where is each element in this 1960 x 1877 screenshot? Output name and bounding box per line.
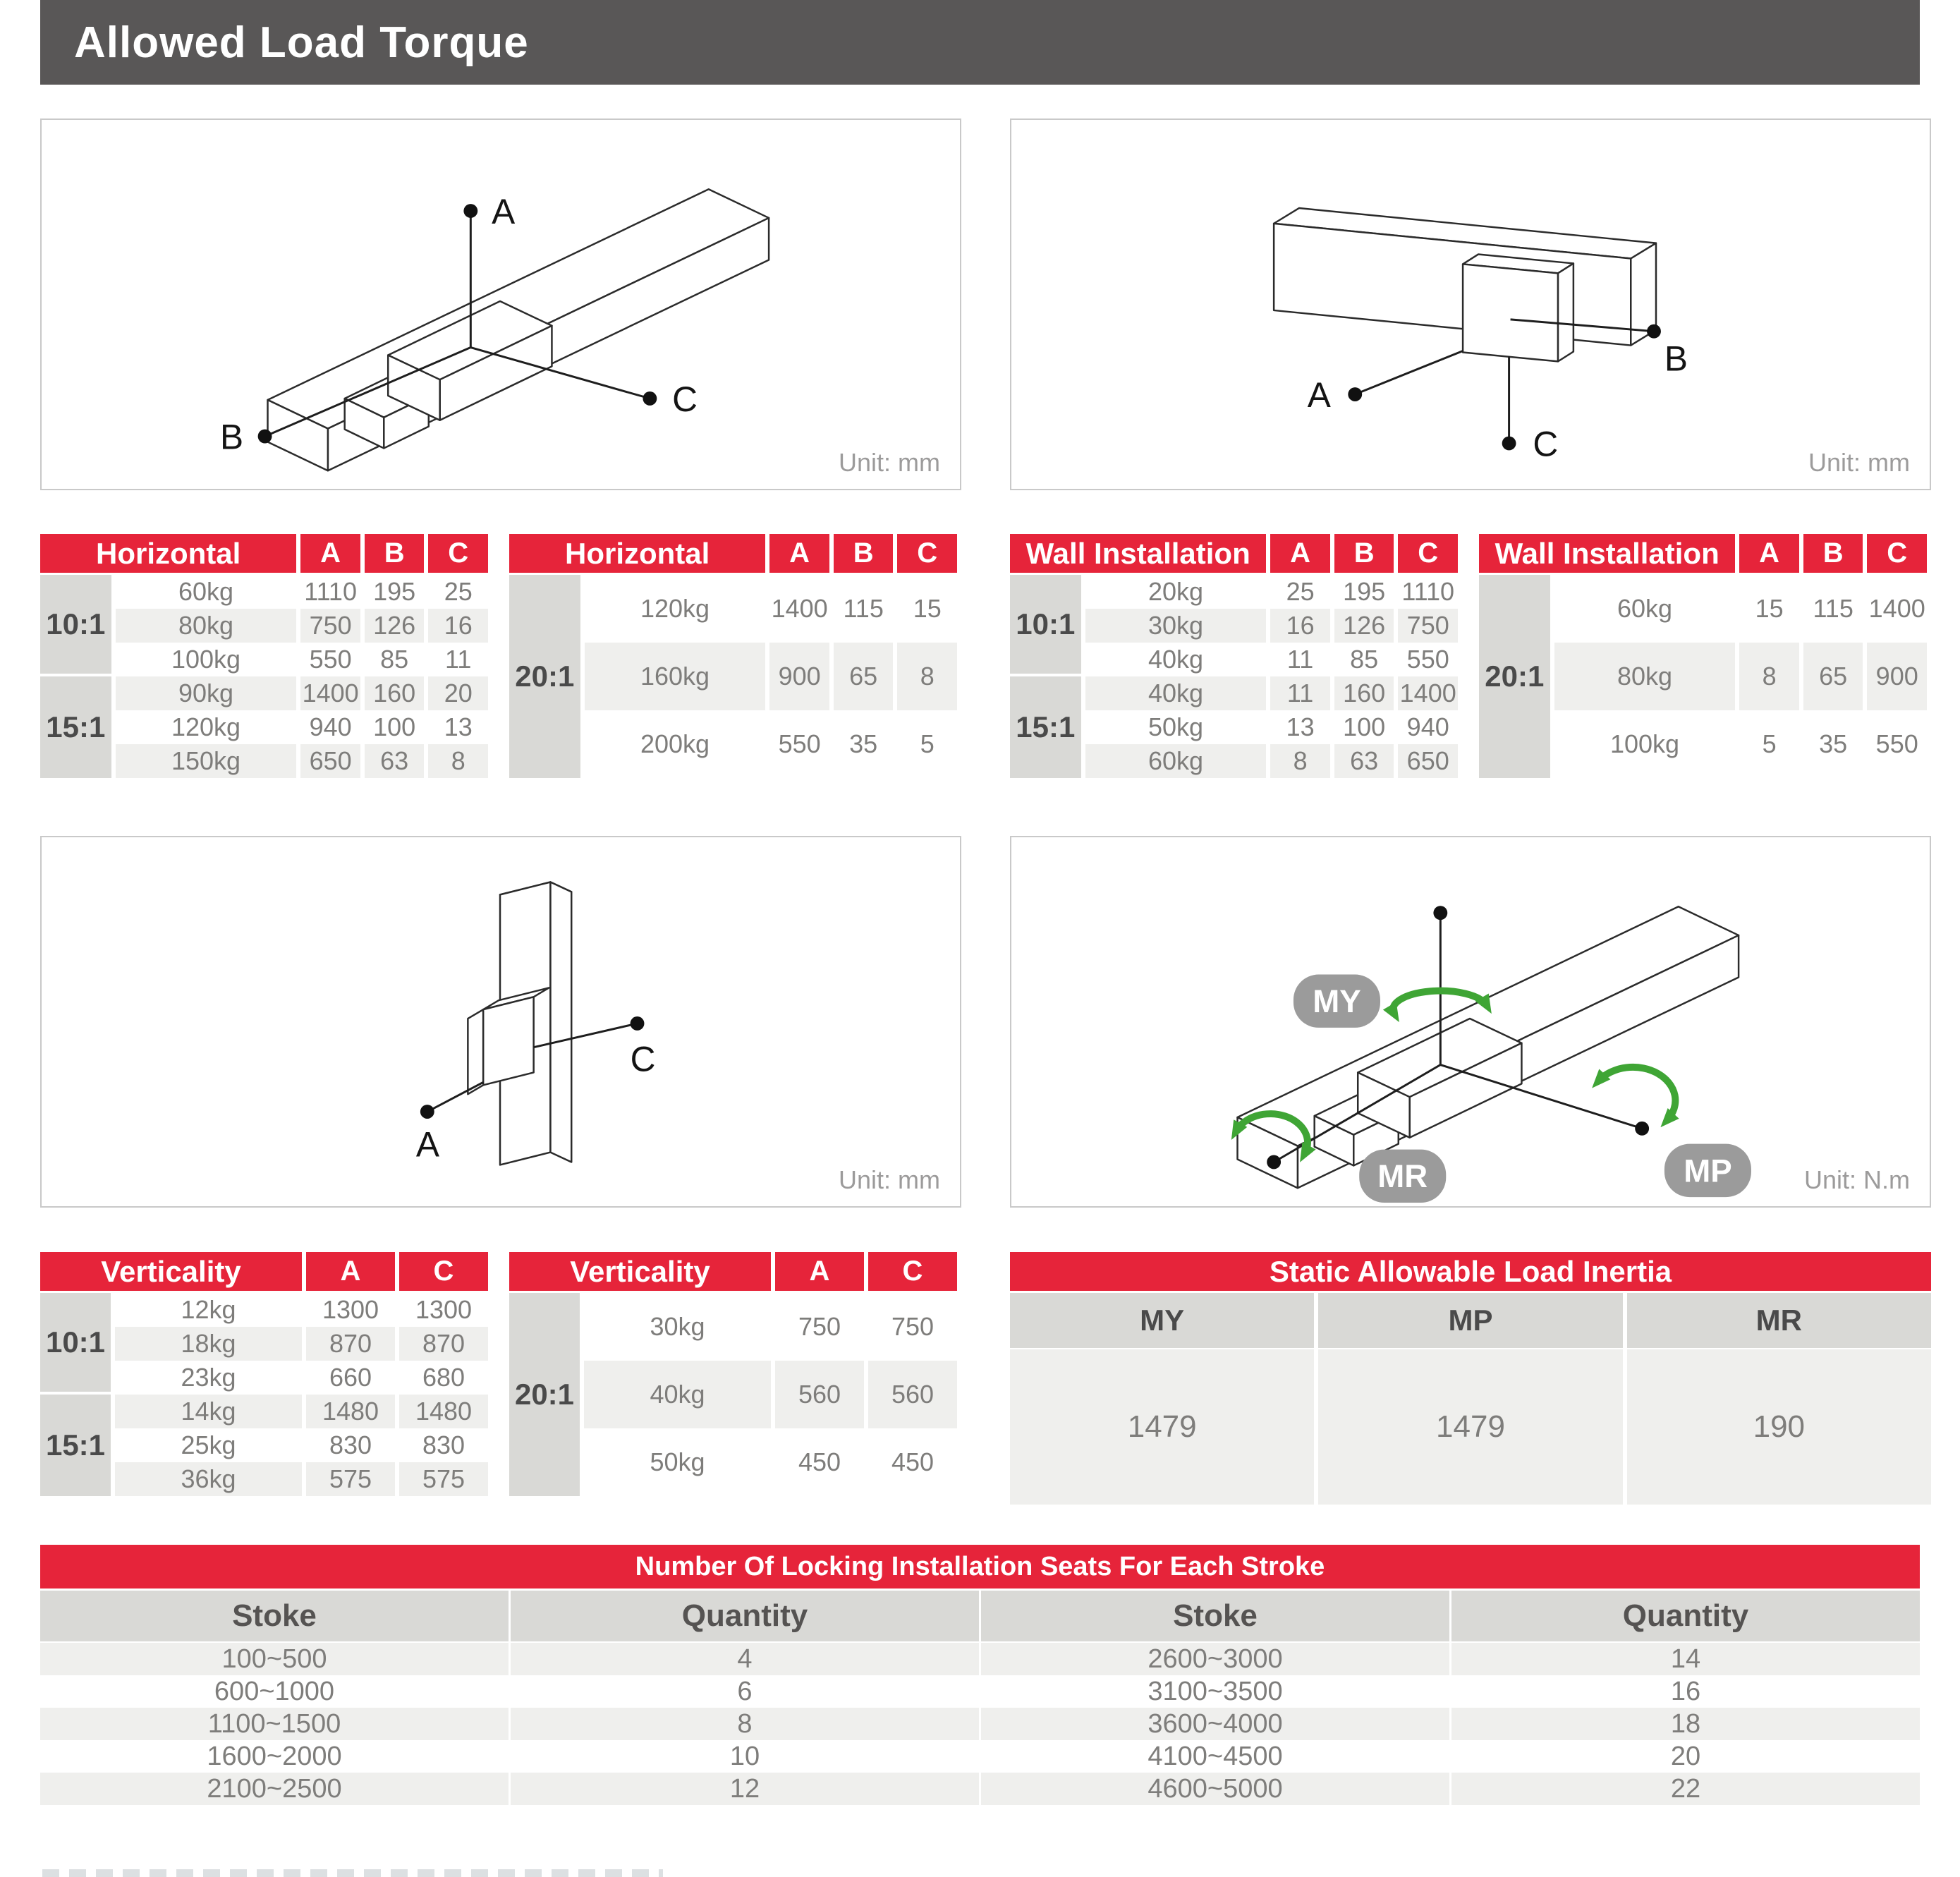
column-header: A	[300, 534, 360, 573]
value-cell: 115	[834, 575, 894, 643]
point-c-dot	[1502, 437, 1516, 451]
value-cell: 560	[775, 1361, 864, 1428]
value-cell: 575	[399, 1462, 488, 1496]
value-cell: 85	[1334, 643, 1394, 676]
column-header: C	[1867, 534, 1927, 573]
page-title: Allowed Load Torque	[74, 18, 529, 67]
mp-rotation-arrow	[1599, 1067, 1676, 1120]
ratio-label: 20:1	[509, 575, 580, 778]
stroke-value-cell: 100~500	[40, 1643, 509, 1675]
value-cell: 195	[365, 575, 425, 609]
ratio-label: 15:1	[1010, 676, 1081, 778]
table-locking-seats	[40, 1545, 1920, 1805]
weight-label: 20kg	[1085, 575, 1267, 609]
inertia-value-my: 1479	[1010, 1349, 1314, 1505]
inertia-table-title: Static Allowable Load Inertia	[1010, 1252, 1931, 1291]
value-cell: 1110	[1398, 575, 1458, 609]
value-cell: 1300	[306, 1293, 395, 1327]
inertia-col-my: MY	[1010, 1293, 1314, 1348]
ratio-label: 15:1	[40, 676, 111, 778]
column-header: B	[365, 534, 425, 573]
table-wall-20	[1479, 534, 1927, 778]
weight-label: 120kg	[585, 575, 766, 643]
column-header: C	[1398, 534, 1458, 573]
weight-label: 200kg	[585, 710, 766, 778]
value-cell: 160	[365, 676, 425, 710]
axis-line-a	[427, 1082, 483, 1112]
stroke-value-cell: 4	[511, 1643, 979, 1675]
cutoff-footnote-text	[42, 1869, 663, 1877]
weight-label: 60kg	[1554, 575, 1736, 643]
inertia-value-mp: 1479	[1318, 1349, 1622, 1505]
stroke-value-cell: 2600~3000	[981, 1643, 1449, 1675]
table-horizontal-20	[509, 534, 957, 778]
value-cell: 8	[897, 643, 957, 710]
value-cell: 195	[1334, 575, 1394, 609]
mr-axis-dot	[1267, 1155, 1281, 1170]
weight-label: 150kg	[116, 744, 297, 778]
value-cell: 660	[306, 1361, 395, 1395]
my-badge-label: MY	[1313, 983, 1361, 1020]
value-cell: 1300	[399, 1293, 488, 1327]
my-axis-dot	[1433, 906, 1447, 920]
ratio-label: 15:1	[40, 1395, 111, 1496]
value-cell: 550	[1867, 710, 1927, 778]
stroke-value-cell: 3100~3500	[981, 1675, 1449, 1708]
stroke-value-cell: 3600~4000	[981, 1708, 1449, 1740]
weight-label: 25kg	[115, 1428, 302, 1462]
point-a-label: A	[492, 191, 516, 231]
weight-label: 14kg	[115, 1395, 302, 1428]
value-cell: 115	[1803, 575, 1863, 643]
stroke-value-cell: 600~1000	[40, 1675, 509, 1708]
verticality-isometric-drawing	[42, 837, 960, 1206]
unit-label: Unit: mm	[839, 448, 940, 477]
ratio-label: 10:1	[40, 1293, 111, 1392]
weight-label: 18kg	[115, 1327, 302, 1361]
value-cell: 550	[769, 710, 829, 778]
weight-label: 12kg	[115, 1293, 302, 1327]
table-horizontal-10-15	[40, 534, 488, 778]
point-b-dot	[1647, 324, 1661, 339]
value-cell: 550	[1398, 643, 1458, 676]
column-header: A	[1270, 534, 1330, 573]
value-cell: 1480	[399, 1395, 488, 1428]
weight-label: 60kg	[1085, 744, 1267, 778]
weight-label: 30kg	[584, 1293, 771, 1361]
locking-seats-title: Number Of Locking Installation Seats For Each Stroke	[40, 1545, 1920, 1589]
column-header: C	[868, 1252, 957, 1291]
value-cell: 8	[1739, 643, 1799, 710]
value-cell: 1400	[1867, 575, 1927, 643]
value-cell: 870	[399, 1327, 488, 1361]
value-cell: 5	[1739, 710, 1799, 778]
column-header: A	[775, 1252, 864, 1291]
column-header: A	[306, 1252, 395, 1291]
table-title: Horizontal	[509, 534, 765, 573]
point-a-dot	[463, 204, 477, 218]
value-cell: 830	[306, 1428, 395, 1462]
value-cell: 870	[306, 1327, 395, 1361]
unit-label: Unit: mm	[1808, 448, 1910, 477]
value-cell: 900	[1867, 643, 1927, 710]
point-b-dot	[258, 430, 272, 444]
value-cell: 750	[868, 1293, 957, 1361]
stroke-value-cell: 18	[1451, 1708, 1920, 1740]
point-a-label: A	[415, 1124, 440, 1165]
value-cell: 35	[834, 710, 894, 778]
value-cell: 550	[300, 643, 360, 676]
unit-label: Unit: mm	[839, 1165, 940, 1194]
value-cell: 450	[775, 1428, 864, 1496]
value-cell: 1400	[300, 676, 360, 710]
weight-label: 50kg	[1085, 710, 1267, 744]
stroke-column-header: Stoke	[981, 1591, 1449, 1641]
point-c-label: C	[672, 379, 698, 419]
stroke-value-cell: 1100~1500	[40, 1708, 509, 1740]
value-cell: 126	[1334, 609, 1394, 643]
point-c-dot	[631, 1016, 645, 1031]
value-cell: 13	[428, 710, 488, 744]
weight-label: 23kg	[115, 1361, 302, 1395]
stroke-value-cell: 22	[1451, 1773, 1920, 1805]
weight-label: 160kg	[585, 643, 766, 710]
column-header: C	[897, 534, 957, 573]
table-title: Verticality	[509, 1252, 771, 1291]
column-header: B	[1334, 534, 1394, 573]
stroke-value-cell: 2100~2500	[40, 1773, 509, 1805]
wall-isometric-drawing	[1011, 120, 1930, 489]
weight-label: 100kg	[116, 643, 297, 676]
point-a-label: A	[1307, 375, 1331, 415]
value-cell: 940	[1398, 710, 1458, 744]
value-cell: 65	[1803, 643, 1863, 710]
value-cell: 100	[365, 710, 425, 744]
value-cell: 900	[769, 643, 829, 710]
table-verticality-10-15	[40, 1252, 488, 1496]
weight-label: 36kg	[115, 1462, 302, 1496]
table-title: Wall Installation	[1010, 534, 1266, 573]
value-cell: 20	[428, 676, 488, 710]
value-cell: 16	[428, 609, 488, 643]
weight-label: 60kg	[116, 575, 297, 609]
point-c-label: C	[1533, 424, 1559, 464]
value-cell: 63	[1334, 744, 1394, 778]
page-title-bar	[40, 0, 1920, 85]
point-c-dot	[643, 391, 657, 406]
weight-label: 40kg	[584, 1361, 771, 1428]
value-cell: 5	[897, 710, 957, 778]
figure-torque-diagram	[1010, 836, 1931, 1208]
table-title: Horizontal	[40, 534, 296, 573]
stroke-column-header: Stoke	[40, 1591, 509, 1641]
point-a-dot	[1348, 387, 1362, 401]
axis-line-a	[1355, 351, 1463, 394]
weight-label: 30kg	[1085, 609, 1267, 643]
point-c-label: C	[630, 1039, 656, 1079]
value-cell: 15	[1739, 575, 1799, 643]
value-cell: 650	[1398, 744, 1458, 778]
value-cell: 25	[428, 575, 488, 609]
value-cell: 1400	[1398, 676, 1458, 710]
stroke-column-header: Quantity	[511, 1591, 979, 1641]
value-cell: 126	[365, 609, 425, 643]
value-cell: 750	[1398, 609, 1458, 643]
figure-horizontal-diagram	[40, 119, 961, 490]
point-b-label: B	[220, 417, 244, 457]
value-cell: 1480	[306, 1395, 395, 1428]
mr-badge-label: MR	[1377, 1158, 1428, 1195]
inertia-col-mr: MR	[1627, 1293, 1931, 1348]
value-cell: 11	[1270, 643, 1330, 676]
weight-label: 90kg	[116, 676, 297, 710]
column-header: A	[769, 534, 829, 573]
stroke-value-cell: 4100~4500	[981, 1740, 1449, 1773]
inertia-value-mr: 190	[1627, 1349, 1931, 1505]
point-b-label: B	[1664, 339, 1688, 379]
value-cell: 15	[897, 575, 957, 643]
value-cell: 8	[1270, 744, 1330, 778]
weight-label: 80kg	[1554, 643, 1736, 710]
value-cell: 25	[1270, 575, 1330, 609]
value-cell: 650	[300, 744, 360, 778]
table-title: Wall Installation	[1479, 534, 1735, 573]
table-verticality-20	[509, 1252, 957, 1496]
value-cell: 560	[868, 1361, 957, 1428]
table-static-load-inertia	[1010, 1252, 1931, 1505]
stroke-value-cell: 4600~5000	[981, 1773, 1449, 1805]
value-cell: 8	[428, 744, 488, 778]
value-cell: 63	[365, 744, 425, 778]
value-cell: 13	[1270, 710, 1330, 744]
value-cell: 1400	[769, 575, 829, 643]
mp-badge-label: MP	[1684, 1153, 1732, 1189]
stroke-value-cell: 1600~2000	[40, 1740, 509, 1773]
weight-label: 40kg	[1085, 676, 1267, 710]
ratio-label: 10:1	[40, 575, 111, 674]
weight-label: 100kg	[1554, 710, 1736, 778]
ratio-label: 10:1	[1010, 575, 1081, 674]
value-cell: 940	[300, 710, 360, 744]
inertia-col-mp: MP	[1318, 1293, 1622, 1348]
value-cell: 1110	[300, 575, 360, 609]
stroke-value-cell: 16	[1451, 1675, 1920, 1708]
weight-label: 120kg	[116, 710, 297, 744]
weight-label: 50kg	[584, 1428, 771, 1496]
table-title: Verticality	[40, 1252, 302, 1291]
stroke-column-header: Quantity	[1451, 1591, 1920, 1641]
figure-wall-diagram	[1010, 119, 1931, 490]
value-cell: 830	[399, 1428, 488, 1462]
figure-verticality-diagram	[40, 836, 961, 1208]
stroke-value-cell: 20	[1451, 1740, 1920, 1773]
value-cell: 16	[1270, 609, 1330, 643]
unit-label: Unit: N.m	[1803, 1165, 1910, 1194]
column-header: C	[399, 1252, 488, 1291]
value-cell: 11	[1270, 676, 1330, 710]
horizontal-isometric-drawing	[42, 120, 960, 489]
column-header: B	[834, 534, 894, 573]
ratio-label: 20:1	[509, 1293, 580, 1496]
value-cell: 680	[399, 1361, 488, 1395]
value-cell: 100	[1334, 710, 1394, 744]
ratio-label: 20:1	[1479, 575, 1550, 778]
point-a-dot	[420, 1105, 434, 1119]
column-header: A	[1739, 534, 1799, 573]
value-cell: 750	[300, 609, 360, 643]
value-cell: 575	[306, 1462, 395, 1496]
mp-axis-dot	[1635, 1122, 1649, 1136]
value-cell: 450	[868, 1428, 957, 1496]
value-cell: 85	[365, 643, 425, 676]
value-cell: 65	[834, 643, 894, 710]
stroke-value-cell: 8	[511, 1708, 979, 1740]
weight-label: 40kg	[1085, 643, 1267, 676]
value-cell: 750	[775, 1293, 864, 1361]
column-header: C	[428, 534, 488, 573]
value-cell: 35	[1803, 710, 1863, 778]
stroke-value-cell: 12	[511, 1773, 979, 1805]
value-cell: 11	[428, 643, 488, 676]
weight-label: 80kg	[116, 609, 297, 643]
value-cell: 160	[1334, 676, 1394, 710]
stroke-value-cell: 10	[511, 1740, 979, 1773]
torque-isometric-drawing	[1011, 837, 1930, 1206]
column-header: B	[1803, 534, 1863, 573]
table-wall-10-15	[1010, 534, 1458, 778]
stroke-value-cell: 14	[1451, 1643, 1920, 1675]
stroke-value-cell: 6	[511, 1675, 979, 1708]
